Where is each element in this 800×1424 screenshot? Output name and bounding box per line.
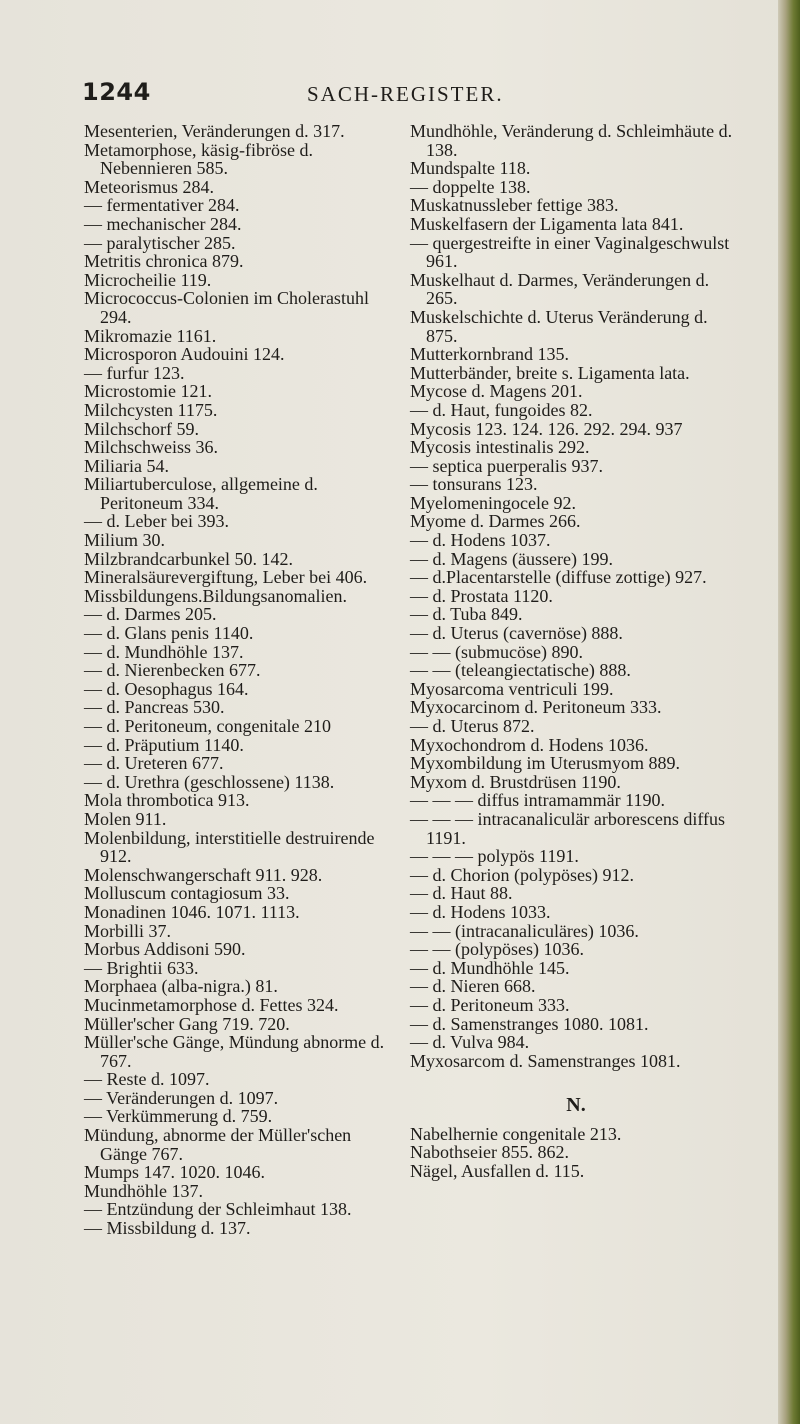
index-entry: — d. Peritoneum 333. bbox=[410, 994, 570, 1015]
index-entry: Mikromazie 1161. bbox=[84, 325, 217, 346]
index-entry: Myxom d. Brustdrüsen 1190. bbox=[410, 771, 621, 792]
index-entry: — d. Leber bei 393. bbox=[84, 511, 229, 532]
index-entry: Microcheilie 119. bbox=[84, 269, 212, 290]
index-entry: Muskelschichte d. Uterus Veränderung d. 875. bbox=[410, 306, 708, 346]
index-entry: Molenbildung, interstitielle destruirende 912. bbox=[84, 827, 375, 867]
index-entry: Milium 30. bbox=[84, 530, 166, 551]
index-entry: — d. Urethra (geschlossene) 1138. bbox=[84, 771, 335, 792]
index-entry: — d. Hodens 1037. bbox=[410, 530, 551, 551]
index-entry: — — — intracanaliculär arborescens diffus 1191. bbox=[410, 808, 726, 848]
index-entry: — Missbildung d. 137. bbox=[84, 1218, 251, 1239]
index-section-n bbox=[410, 1125, 742, 1181]
index-entry: — d. Hodens 1033. bbox=[410, 901, 551, 922]
index-entry: Metritis chronica 879. bbox=[84, 251, 244, 272]
index-entry: — paralytischer 285. bbox=[84, 232, 236, 253]
index-entry: — d. Präputium 1140. bbox=[84, 734, 244, 755]
index-entry: Missbildungens.Bildungsanomalien. bbox=[84, 585, 347, 606]
index-entry: Miliaria 54. bbox=[84, 455, 169, 476]
index-entry: — d.Placentarstelle (diffuse zottige) 927. bbox=[410, 567, 707, 588]
index-entry: Milchcysten 1175. bbox=[84, 399, 218, 420]
index-entry: Mucinmetamorphose d. Fettes 324. bbox=[84, 994, 339, 1015]
index-entry: — doppelte 138. bbox=[410, 176, 531, 197]
index-entry: Mundhöhle, Veränderung d. Schleimhäute d. 138. bbox=[410, 121, 733, 160]
index-entry: Meteorismus 284. bbox=[84, 176, 214, 197]
index-entry: Monadinen 1046. 1071. 1113. bbox=[84, 901, 300, 922]
index-entry: Mutterkornbrand 135. bbox=[410, 344, 569, 365]
index-entry: Mündung, abnorme der Müller'schen Gänge 767. bbox=[84, 1125, 352, 1164]
index-entry: Mumps 147. 1020. 1046. bbox=[84, 1162, 266, 1183]
index-entry: — — (polypöses) 1036. bbox=[410, 939, 584, 960]
index-entry: Morbilli 37. bbox=[84, 920, 172, 941]
index-entry: Mycosis 123. 124. 126. 292. 294. 937 bbox=[410, 418, 683, 439]
index-entry: — quergestreifte in einer Vaginalgeschwulst 961. bbox=[410, 232, 730, 272]
index-entry: — furfur 123. bbox=[84, 362, 185, 383]
index-entry: Nabelhernie congenitale 213. bbox=[410, 1123, 622, 1144]
index-entry: Miliartuberculose, allgemeine d. Peritoneum 334. bbox=[84, 474, 318, 513]
index-entry: — d. Nieren 668. bbox=[410, 976, 536, 997]
index-entry: — Reste d. 1097. bbox=[84, 1069, 210, 1090]
index-entry: — d. Vulva 984. bbox=[410, 1032, 530, 1053]
index-entry: Morphaea (alba-nigra.) 81. bbox=[84, 976, 278, 997]
index-entry: Myelomeningocele 92. bbox=[410, 492, 576, 513]
index-entry: — d. Peritoneum, congenitale 210 bbox=[84, 716, 331, 736]
index-entry: Metamorphose, käsig-fibröse d. Nebennieren 585. bbox=[84, 139, 313, 179]
index-entry: — septica puerperalis 937. bbox=[410, 455, 603, 476]
index-entry: Microstomie 121. bbox=[84, 381, 212, 402]
index-entry: Myxocarcinom d. Peritoneum 333. bbox=[410, 697, 662, 718]
index-entry: Mesenterien, Veränderungen d. 317. bbox=[84, 121, 345, 141]
index-entry: — d. Glans penis 1140. bbox=[84, 623, 254, 644]
index-entry: Micrococcus-Colonien im Cholerastuhl 294. bbox=[84, 288, 369, 327]
index-entry: Mycosis intestinalis 292. bbox=[410, 437, 590, 458]
index-entry: — Entzündung der Schleimhaut 138. bbox=[84, 1199, 352, 1220]
index-entry: Myosarcoma ventriculi 199. bbox=[410, 678, 614, 699]
index-column-left bbox=[84, 122, 396, 1238]
index-entry: — d. Mundhöhle 137. bbox=[84, 641, 244, 662]
index-entry: — d. Uterus (cavernöse) 888. bbox=[410, 623, 623, 644]
index-entry: Muskatnussleber fettige 383. bbox=[410, 195, 619, 216]
index-entry: Myxosarcom d. Samenstranges 1081. bbox=[410, 1050, 681, 1071]
index-entry: — — (submucöse) 890. bbox=[410, 641, 583, 662]
index-entry: — tonsurans 123. bbox=[410, 474, 538, 495]
index-entry: — mechanischer 284. bbox=[84, 213, 242, 234]
index-entry: — fermentativer 284. bbox=[84, 195, 240, 216]
index-entry: — d. Samenstranges 1080. 1081. bbox=[410, 1013, 649, 1034]
index-entry: Milchschweiss 36. bbox=[84, 437, 218, 458]
index-entry: — d. Ureteren 677. bbox=[84, 753, 224, 774]
index-entry: Mundhöhle 137. bbox=[84, 1180, 203, 1201]
index-entry: — — — polypös 1191. bbox=[410, 846, 579, 867]
index-entry: Myxochondrom d. Hodens 1036. bbox=[410, 734, 649, 755]
index-entry: — d. Tuba 849. bbox=[410, 604, 523, 625]
index-entry: — d. Pancreas 530. bbox=[84, 697, 225, 718]
index-entry: Myome d. Darmes 266. bbox=[410, 511, 581, 532]
index-entry: — d. Mundhöhle 145. bbox=[410, 957, 570, 978]
index-entry: Molen 911. bbox=[84, 808, 167, 829]
index-entry: Mundspalte 118. bbox=[410, 158, 531, 179]
index-entry: — Brightii 633. bbox=[84, 957, 199, 978]
running-title: SACH-REGISTER. bbox=[307, 82, 504, 106]
index-entry: — — — diffus intramammär 1190. bbox=[410, 790, 665, 811]
index-entry: — d. Uterus 872. bbox=[410, 716, 535, 736]
index-entry: Molenschwangerschaft 911. 928. bbox=[84, 864, 323, 885]
index-column-right bbox=[410, 122, 742, 1181]
index-entry: Muskelfasern der Ligamenta lata 841. bbox=[410, 213, 684, 234]
index-entry: — d. Haut 88. bbox=[410, 883, 513, 904]
index-entry: Morbus Addisoni 590. bbox=[84, 939, 246, 960]
index-entry: — d. Oesophagus 164. bbox=[84, 678, 249, 699]
index-entry: Mutterbänder, breite s. Ligamenta lata. bbox=[410, 362, 690, 383]
index-entry: — Veränderungen d. 1097. bbox=[84, 1087, 279, 1108]
index-entry: Microsporon Audouini 124. bbox=[84, 344, 285, 365]
index-entry: — d. Prostata 1120. bbox=[410, 585, 553, 606]
index-entry: Nägel, Ausfallen d. 115. bbox=[410, 1161, 585, 1182]
index-entry: Nabothseier 855. 862. bbox=[410, 1142, 569, 1163]
index-entry: Milchschorf 59. bbox=[84, 418, 199, 439]
index-entry: Mineralsäurevergiftung, Leber bei 406. bbox=[84, 567, 368, 588]
index-entry: — d. Darmes 205. bbox=[84, 604, 217, 625]
page-edge bbox=[778, 0, 800, 1424]
index-entry: — d. Haut, fungoides 82. bbox=[410, 399, 593, 420]
index-entry: Müller'scher Gang 719. 720. bbox=[84, 1013, 290, 1034]
index-entry: — — (intracanaliculäres) 1036. bbox=[410, 920, 639, 941]
index-entry: — d. Magens (äussere) 199. bbox=[410, 548, 613, 569]
page-number: 1244 bbox=[82, 78, 151, 106]
index-entry: Milzbrandcarbunkel 50. 142. bbox=[84, 548, 293, 569]
index-entry: Muskelhaut d. Darmes, Veränderungen d. 265. bbox=[410, 269, 710, 309]
index-entry: — — (teleangiectatische) 888. bbox=[410, 660, 631, 681]
index-entry: — Verkümmerung d. 759. bbox=[84, 1106, 273, 1127]
section-letter-n: N. bbox=[566, 1094, 586, 1117]
index-entry: Mycose d. Magens 201. bbox=[410, 381, 583, 402]
index-entry: Mola thrombotica 913. bbox=[84, 790, 250, 811]
index-entry: — d. Nierenbecken 677. bbox=[84, 660, 261, 681]
index-entry: — d. Chorion (polypöses) 912. bbox=[410, 864, 634, 885]
index-entry: Müller'sche Gänge, Mündung abnorme d. 767. bbox=[84, 1032, 385, 1071]
index-entry: Myxombildung im Uterusmyom 889. bbox=[410, 753, 680, 774]
index-entry: Molluscum contagiosum 33. bbox=[84, 883, 290, 904]
page-header bbox=[82, 78, 702, 118]
index-section-m bbox=[410, 122, 742, 1070]
